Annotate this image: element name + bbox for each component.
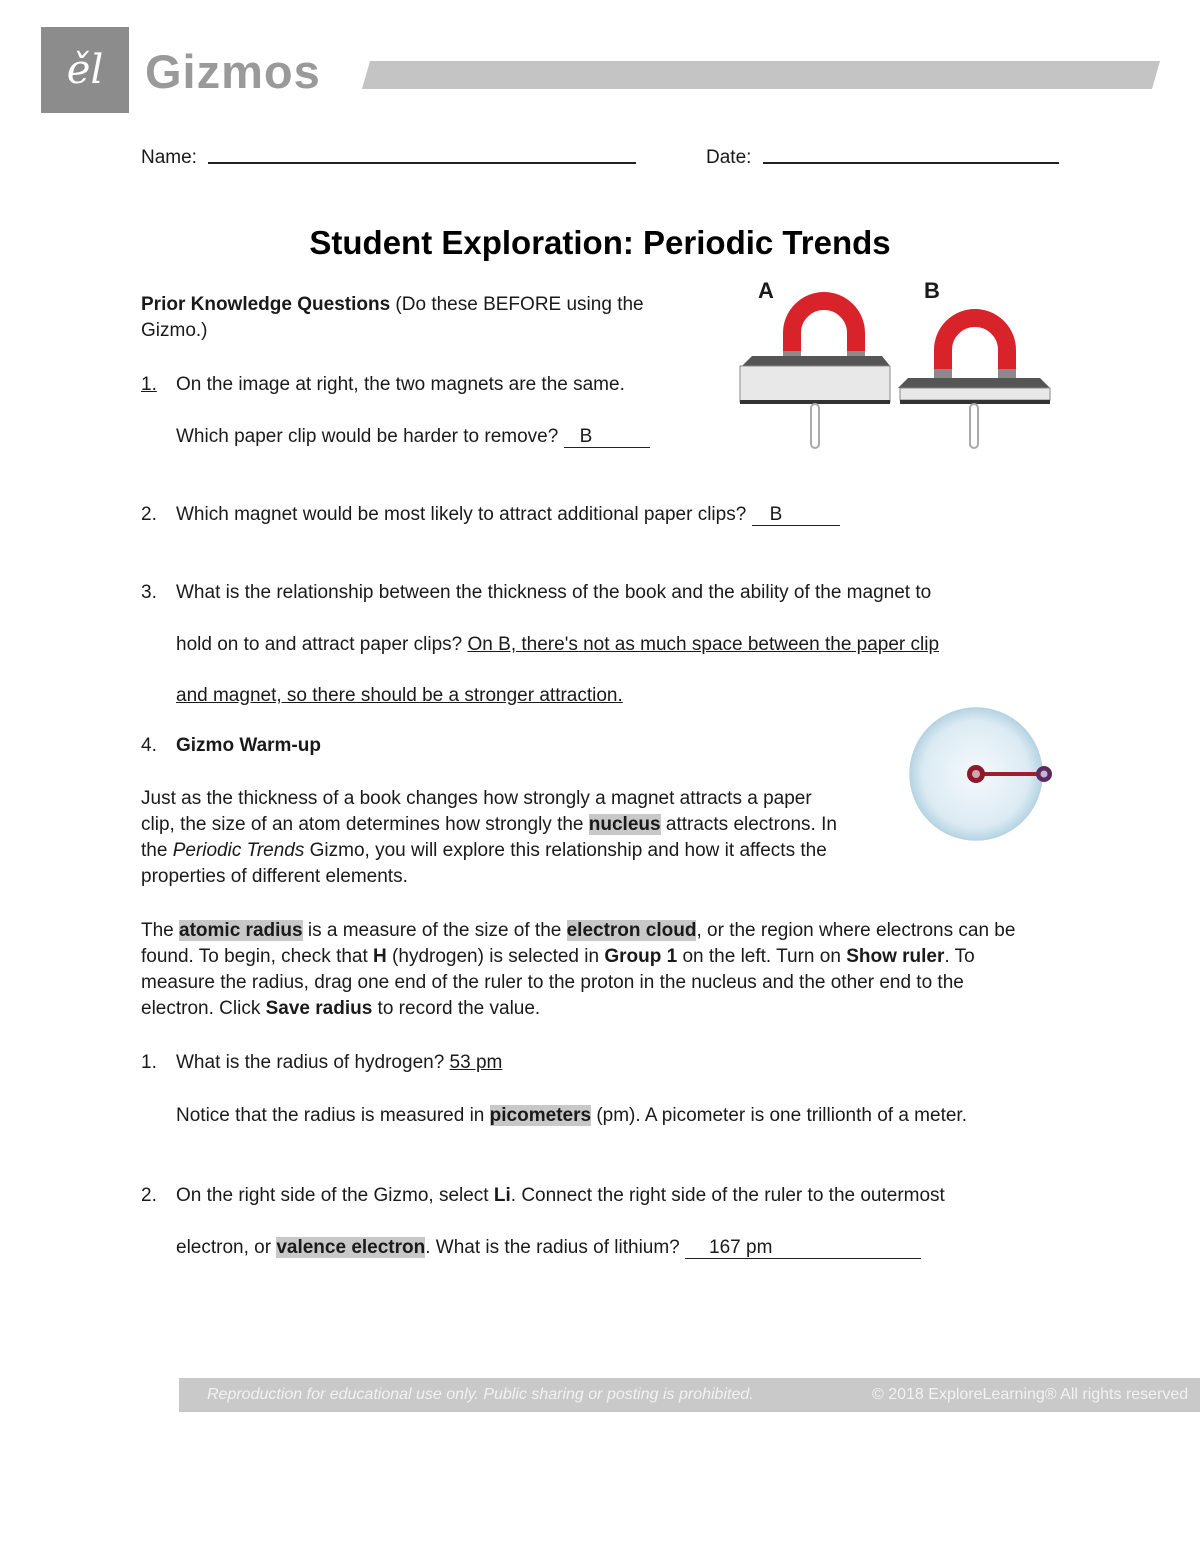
term-nucleus: nucleus xyxy=(588,814,661,835)
paragraph-text: Just as the thickness of a book changes how strongly a magnet attracts a paper clip, the size of an atom determines how strongly the xyxy=(141,788,812,835)
question-text xyxy=(176,1183,945,1209)
element-h: H xyxy=(373,946,387,967)
question-prompt: . Connect the right side of the ruler to the outermost xyxy=(510,1185,945,1206)
magnets-figure xyxy=(738,278,1054,454)
question-text xyxy=(176,502,840,528)
question-text xyxy=(176,632,939,658)
name-label: Name: xyxy=(141,147,197,168)
answer-field[interactable]: B xyxy=(752,505,840,526)
date-field[interactable] xyxy=(763,162,1059,164)
group-1: Group 1 xyxy=(604,946,678,967)
question-prompt: . What is the radius of lithium? xyxy=(425,1237,680,1258)
question-number: 3. xyxy=(141,582,157,603)
question-prompt: What is the radius of hydrogen? xyxy=(176,1052,445,1073)
question-number: 1. xyxy=(141,374,157,395)
magnets-illustration xyxy=(738,278,1054,454)
show-ruler: Show ruler xyxy=(846,946,945,967)
answer-text[interactable]: 53 pm xyxy=(449,1052,503,1073)
question-number: 1. xyxy=(141,1052,157,1073)
paragraph-text: (hydrogen) is selected in xyxy=(386,946,605,967)
question-text: On the image at right, the two magnets are the same. xyxy=(176,374,625,395)
paragraph-text: Notice that the radius is measured in xyxy=(176,1105,490,1126)
paragraph-text: , or the region where electrons can be found. To begin, check that xyxy=(141,920,1016,967)
question-prompt: electron, or xyxy=(176,1237,277,1258)
answer-field[interactable]: B xyxy=(564,427,650,448)
save-radius: Save radius xyxy=(265,998,373,1019)
explorelearning-logo-icon: ěl xyxy=(66,47,104,93)
paragraph-text: . To measure the radius, drag one end of the ruler to the proton in the nucleus and the other end to the electron. Click xyxy=(141,946,975,1019)
section-number: 4. xyxy=(141,735,157,756)
magnet-b-label: B xyxy=(924,278,940,303)
prior-knowledge-heading: Prior Knowledge Questions xyxy=(141,294,391,315)
page-title: Student Exploration: Periodic Trends xyxy=(309,224,891,261)
warmup-paragraph xyxy=(141,786,841,890)
question-number: 2. xyxy=(141,504,157,525)
question-text xyxy=(176,1050,502,1076)
magnet-a-label: A xyxy=(758,278,774,303)
question-prompt: hold on to and attract paper clips? xyxy=(176,634,463,655)
footer-copyright: © 2018 ExploreLearning® All rights reserved xyxy=(872,1386,1189,1403)
paragraph-text: attracts electrons. In the xyxy=(141,814,837,861)
instructions-paragraph xyxy=(141,918,1031,1022)
answer-text[interactable]: On B, there's not as much space between the paper clip xyxy=(467,634,940,655)
name-field[interactable] xyxy=(208,162,636,164)
question-text xyxy=(176,1235,921,1261)
brand-title: Gizmos xyxy=(145,45,321,98)
footer-notice: Reproduction for educational use only. Public sharing or posting is prohibited. xyxy=(207,1386,754,1403)
gizmo-name: Periodic Trends xyxy=(172,840,305,861)
header-stripe xyxy=(362,61,1160,89)
paragraph-text: to record the value. xyxy=(372,998,541,1019)
prior-knowledge-intro xyxy=(141,292,701,344)
atom-illustration xyxy=(908,706,1058,844)
term-atomic-radius: atomic radius xyxy=(179,920,303,941)
question-prompt: On the right side of the Gizmo, select xyxy=(176,1185,494,1206)
term-picometers: picometers xyxy=(489,1105,592,1126)
section-heading: Gizmo Warm-up xyxy=(176,735,321,756)
term-electron-cloud: electron cloud xyxy=(566,920,697,941)
question-prompt: Which magnet would be most likely to attract additional paper clips? xyxy=(176,504,747,525)
element-li: Li xyxy=(493,1185,511,1206)
paragraph-text: The xyxy=(141,920,180,941)
question-text xyxy=(176,424,650,450)
answer-field[interactable]: 167 pm xyxy=(685,1238,921,1259)
question-number: 2. xyxy=(141,1185,157,1206)
paragraph-text: is a measure of the size of the xyxy=(302,920,567,941)
prior-knowledge-note: (Do these BEFORE using the Gizmo.) xyxy=(141,294,644,341)
paragraph-text: (pm). A picometer is one trillionth of a meter. xyxy=(591,1105,967,1126)
date-label: Date: xyxy=(706,147,752,168)
question-text: What is the relationship between the thickness of the book and the ability of the magnet to xyxy=(176,582,932,603)
question-prompt: Which paper clip would be harder to remove? xyxy=(176,426,559,447)
paragraph-text: Gizmo, you will explore this relationship and how it affects the properties of different elements. xyxy=(141,840,827,887)
answer-text[interactable]: and magnet, so there should be a stronger attraction. xyxy=(176,685,623,706)
paragraph-text: on the left. Turn on xyxy=(677,946,847,967)
term-valence-electron: valence electron xyxy=(276,1237,426,1258)
note-paragraph xyxy=(176,1103,1026,1129)
